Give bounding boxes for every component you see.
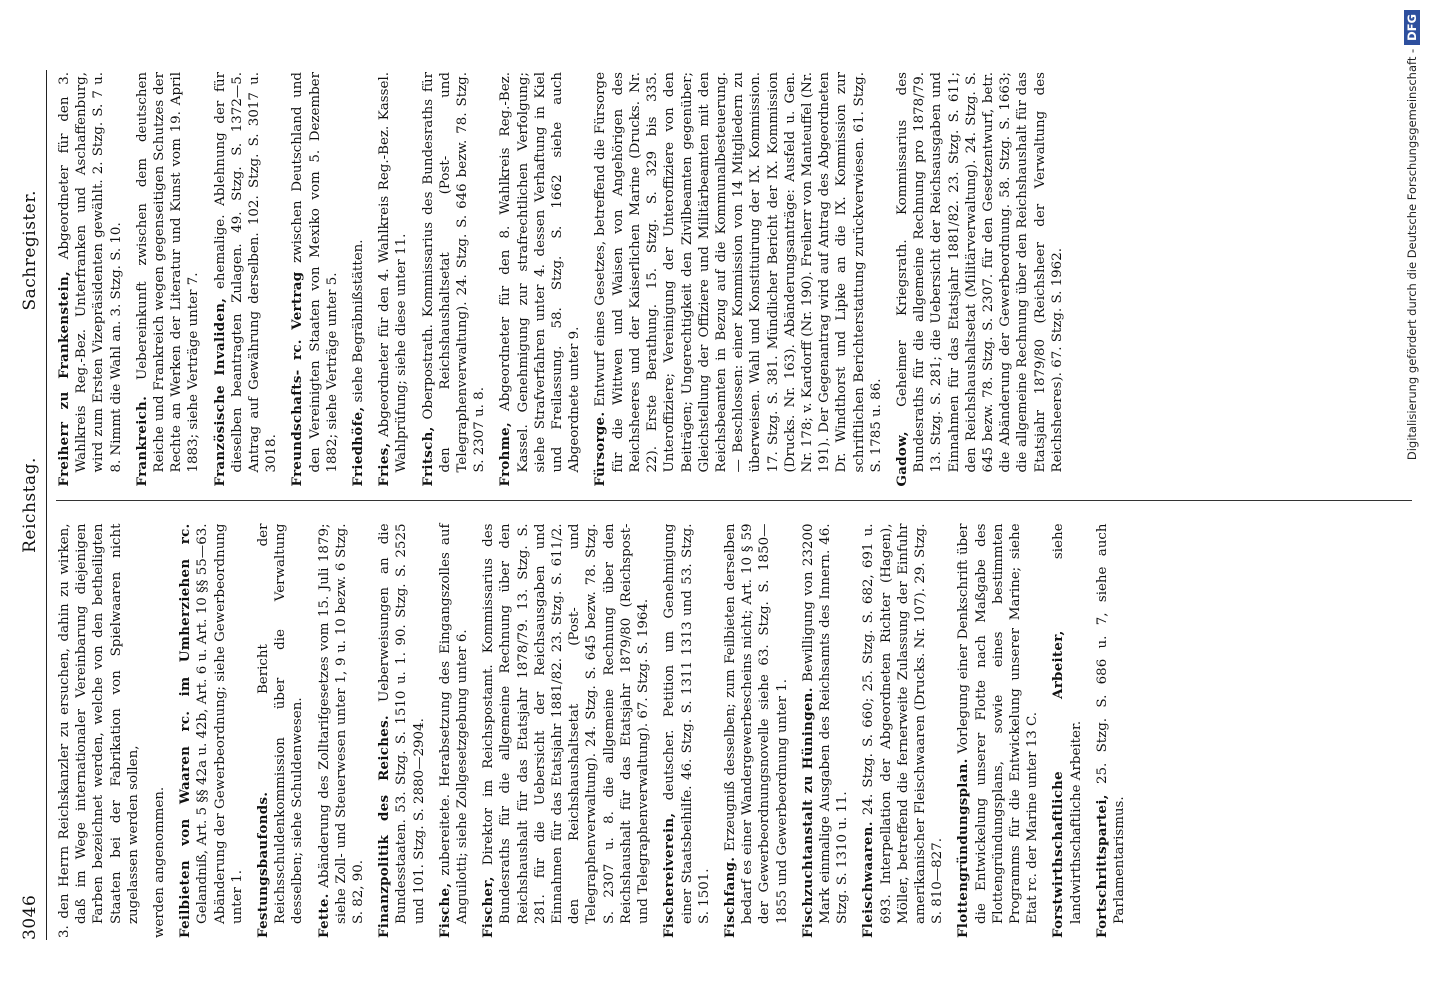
index-entry bbox=[255, 524, 307, 939]
entry-text: Abgeordneter für den 3. Wahlkreis Reg.-Bez. Unterfranken und Aschaffenburg, wird zum Ersten Vizepräsidenten gewählt. 2. Stzg. S. 7 u. 8. Nimmt die Wahl an. 3. Stzg. S. 10. bbox=[57, 72, 124, 473]
index-entry bbox=[480, 524, 652, 939]
index-entry bbox=[860, 524, 946, 939]
index-entry bbox=[376, 72, 410, 487]
entry-text: Erzeugniß desselben; zum Feilbieten derselben bedarf es einer Wandergewerbescheins nicht; Art. 10 § 59 der Gewerbeordnungsnovelle siehe 63. Stzg. S. 1850—1855 und Gewerbeordnung unter 1. bbox=[722, 523, 790, 924]
entry-heading: Fritsch, bbox=[419, 426, 436, 487]
entry-text: Direktor im Reichspostamt. Kommissarius des Bundesraths für die allgemeine Rechnung über den Reichshaushalt für das Etatsjahr 1878/79. 13. Stzg. S. 281. für die Uebersicht der Reichsausgaben und Einnahmen für das Etatsjahr 1881/82. 23. Stzg. S. 611/2. den Reichshaushaltsetat (Post- und Telegraphenverwaltung). 24. Stzg. S. 645 bezw. 78. Stzg. S. 2307 u. 8. die allgemeine Rechnung über den Reichshaushalt für das Etatsjahr 1879/80 (Reichspost- und Telegraphenverwaltung). 67. Stzg. S. 1964. bbox=[481, 523, 652, 924]
entry-heading: Fischfang. bbox=[721, 856, 738, 938]
entry-heading: Gadow, bbox=[893, 431, 910, 487]
entry-text: Ueberweisungen an die Bundesstaaten. 53. Stzg. S. 1510 u. 1. 90. Stzg. S. 2525 und 101. Stzg. S. 2880—2904. bbox=[377, 523, 427, 924]
index-entry bbox=[592, 72, 884, 487]
digitization-credit bbox=[1400, 10, 1424, 990]
index-entry bbox=[212, 72, 281, 487]
index-entry bbox=[134, 72, 203, 487]
entry-text: zwischen Deutschland und den Vereinigten Staaten von Mexiko vom 5. Dezember 1882; siehe Verträge unter 5. bbox=[290, 72, 340, 473]
entry-heading: Fischzuchtanstalt zu Hüningen. bbox=[799, 687, 816, 938]
entry-heading: Fortschrittspartei, bbox=[1093, 794, 1110, 938]
entry-text: deutscher. Petition um Genehmigung einer Staatsbeihilfe. 46. Stzg. S. 1311 1313 und 53. Stzg. S. 1501. bbox=[662, 523, 712, 924]
entry-text: Abgeordneter für den 4. Wahlkreis Reg.-Bez. Kassel. Wahlprüfung; siehe diese unter 11. bbox=[377, 72, 410, 473]
entry-text: Gelandniß, Art. 5 §§ 42a u. 42b, Art. 6 u. Art. 10 §§ 55—63. Abänderung der Gewerbeordnung; siehe Gewerbeordnung unter 1. bbox=[195, 523, 245, 924]
entry-heading: Fries, bbox=[376, 442, 393, 487]
entry-text: zubereitete. Herabsetzung des Eingangszolles auf Anguilotti; siehe Zollgesetzgebung unter 6. bbox=[437, 523, 471, 924]
entry-heading: Festungsbaufonds. bbox=[255, 791, 272, 938]
index-entry bbox=[56, 524, 142, 939]
entry-text: Oberpostrath. Kommissarius des Bundesraths für den Reichshaushaltsetat (Post- und Telegraphenverwaltung). 24. Stzg. S. 646 bezw. 78. Stzg. S. 2307 u. 8. bbox=[420, 72, 488, 473]
entry-heading: Freundschafts- rc. Vertrag bbox=[289, 271, 306, 487]
entry-text: 25. Stzg. S. 686 u. 7, siehe auch Parlamentarismus. bbox=[1094, 523, 1127, 924]
index-entry bbox=[722, 524, 791, 939]
index-entry bbox=[800, 524, 852, 939]
index-entry bbox=[350, 72, 367, 487]
entry-heading: Französische Invaliden, bbox=[211, 297, 228, 487]
entry-text: Vorlegung einer Denkschrift über die Entwickelung unserer Flotte nach Maßgabe des Flottengründungsplans, sowie eines bestimmten Programms für die Entwickelung unserer Marine; siehe Etat rc. der Marine unter 13 C. bbox=[956, 523, 1041, 924]
index-entry bbox=[289, 72, 341, 487]
entry-heading: Feilbieten von Waaren rc. im Umherziehen rc. bbox=[177, 523, 194, 938]
left-column bbox=[56, 524, 1412, 939]
entry-heading: Fische, bbox=[436, 882, 453, 938]
entry-text: Uebereinkunft zwischen dem deutschen Reiche und Frankreich wegen gegenseitigen Schutzes der Rechte an Werken der Literatur und Kunst vom 19. April 1883; siehe Verträge unter 7. bbox=[134, 72, 202, 473]
entry-text: Geheimer Kriegsrath. Kommissarius des Bundesraths für die allgemeine Rechnung pro 1878/79. 13. Stzg. S. 281; die Uebersicht der Reichsausgaben und Einnahmen für das Etatsjahr 1881/82. 23. Stzg. S. 611; den Reichshaushaltsetat (Militärverwaltung). 24. Stzg. S. 645 bezw. 78. Stzg. S. 2307. für den Gesetzentwurf, betr. die Abänderung der Gewerbeordnung. 58. Stzg. S. 1663; die allgemeine Rechnung über den Reichshaushalt für das Etatsjahr 1879/80 (Reichsheer der Verwaltung des Reichsheeres). 67. Stzg. S. 1962. bbox=[894, 72, 1065, 473]
index-entry bbox=[56, 72, 125, 487]
index-entry bbox=[661, 524, 713, 939]
index-entry bbox=[420, 72, 489, 487]
entry-heading: Fürsorge. bbox=[592, 411, 609, 487]
entry-text: 24. Stzg. S. 660; 25. Stzg. S. 682, 691 u. 693. Interpellation der Abgeordneten Richter (Hagen), Möller, betreffend die fernerweite Zulassung der Einfuhr amerikanischer Fleischwaaren (Drucks. Nr. 107). 29. Stzg. S. 810—827. bbox=[861, 523, 946, 924]
entry-trailing-text: werden angenommen. bbox=[152, 786, 168, 938]
entry-heading: Frohme, bbox=[497, 422, 514, 487]
header-title: Reichstag. bbox=[20, 457, 40, 553]
entry-heading: Fleischwaaren. bbox=[860, 821, 877, 938]
entry-text: Bewilligung von 23200 Mark einmalige Ausgaben des Reichsamts des Innern. 46. Stzg. S. 1310 u. 11. bbox=[800, 523, 851, 924]
entry-text: 3. den Herrn Reichskanzler zu ersuchen, dahin zu wirken, daß im Wege internationaler Vereinbarung diejenigen Farben bezeichnet werden, welche von den betheiligten Staaten bei der Fabrikation von Spielwaaren nicht zugelassen werden sollen, bbox=[57, 523, 141, 938]
credit-text: Digitalisierung gefördert durch die Deutsche Forschungsgemeinschaft - bbox=[1405, 48, 1419, 461]
entry-text: siehe landwirthschaftliche Arbeiter. bbox=[1051, 523, 1084, 924]
entry-heading: Fette. bbox=[315, 893, 332, 938]
entry-heading: Fischer, bbox=[480, 876, 497, 938]
entry-heading: Freiherr zu Frankenstein, bbox=[56, 271, 72, 487]
entry-heading: Forstwirthschaftliche Arbeiter, bbox=[1050, 630, 1067, 938]
index-entry bbox=[177, 524, 246, 939]
index-entry bbox=[955, 524, 1041, 939]
index-entry bbox=[894, 72, 1066, 487]
index-entry bbox=[497, 72, 583, 487]
entry-heading: Flottengründungsplan. bbox=[955, 758, 972, 938]
two-column-body bbox=[56, 72, 1412, 938]
right-column bbox=[56, 72, 1412, 502]
entry-heading: Finanzpolitik des Reiches. bbox=[376, 715, 393, 938]
index-entry bbox=[1050, 524, 1084, 939]
header-section: Sachregister. bbox=[20, 190, 40, 311]
page-number: 3046 bbox=[20, 894, 40, 940]
entry-text: Abänderung des Zolltarifgesetzes vom 15. Juli 1879; siehe Zoll- und Steuerwesen unter 1, 9 u. 10 bezw. 6 Stzg. S. 82, 90. bbox=[316, 523, 367, 924]
entry-text: Entwurf eines Gesetzes, betreffend die Fürsorge für die Wittwen und Waisen von Angehörigen des Reichsheeres und der Kaiserlichen Marine (Drucks. Nr. 22). Erste Berathung. 15. Stzg. S. 329 bis 335. Unteroffiziere; Vereinigung der Unteroffiziere von den Beiträgen; Ungerechtigkeit den Zivilbeamten gegenüber; Gleichstellung der Offiziere und Militärbeamten mit den Reichsbeamten in Bezug auf die Kommunalbesteuerung. — Beschlossen: einer Kommission von 14 Mitgliedern zu überweisen. Wahl und Konstituirung der IX. Kommission. 17. Stzg. S. 381. Mündlicher Bericht der IX. Kommission (Drucks. Nr. 163). Abänderungsanträge: Ausfeld u. Gen. Nr. 178; v. Kardorff (Nr. 190). Freiherr von Manteuffel (Nr. 191). Der Gegenantrag wird auf Antrag des Abgeordneten Dr. Windthorst und Lipke an die IX. Kommission zur schriftlichen Berichterstattung zurückverwiesen. 61. Stzg. S. 1785 u. 86. bbox=[593, 72, 884, 473]
entry-text: Bericht der Reichsschuldenkommission über die Verwaltung desselben; siehe Schuldenwesen. bbox=[256, 523, 306, 924]
entry-heading: Fischereiverein, bbox=[661, 812, 678, 938]
entry-text: siehe Begräbnißstätten. bbox=[351, 239, 367, 403]
entry-text: Abgeordneter für den 8. Wahlkreis Reg.-Bez. Kassel. Genehmigung zur strafrechtlichen Verfolgung; siehe Strafverfahren unter 4. dessen Verhaftung in Kiel und Freilassung. 58. Stzg. S. 1662 siehe auch Abgeordnete unter 9. bbox=[498, 72, 583, 473]
index-entry bbox=[376, 524, 428, 939]
index-entry bbox=[316, 524, 368, 939]
entry-text: ehemalige. Ablehnung der für dieselben beantragten Zulagen. 49. Stzg. S. 1372—5. Antrag auf Gewährung derselben. 102. Stzg. S. 3017 u. 3018. bbox=[212, 72, 280, 473]
entry-heading: Frankreich. bbox=[133, 395, 150, 487]
index-entry bbox=[1094, 524, 1128, 939]
index-entry bbox=[437, 524, 471, 939]
entry-heading: Friedhöfe, bbox=[350, 406, 367, 487]
dfg-logo: DFG bbox=[1404, 10, 1420, 45]
running-header bbox=[18, 70, 47, 940]
